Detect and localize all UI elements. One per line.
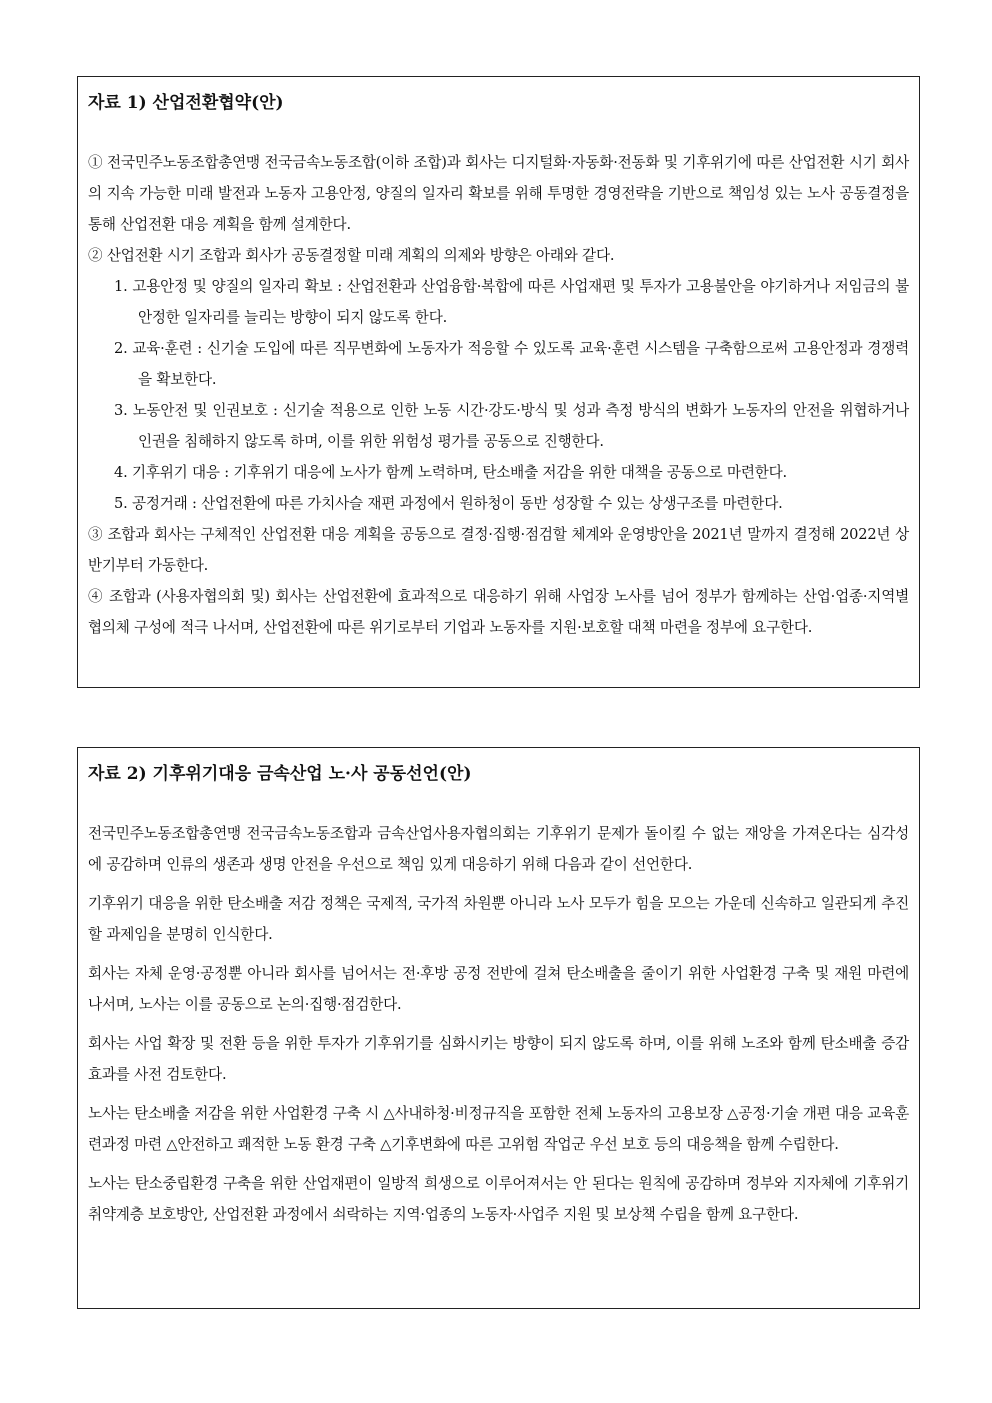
declaration-paragraph-5: 노사는 탄소배출 저감을 위한 사업환경 구축 시 △사내하청·비정규직을 포함한 전체 노동자의 고용보장 △공정·기술 개편 대응 교육훈련과정 마련 △안전하고 쾌적한 노동 환경 구축 △기후변화에 따른 고위험 작업군 우선 보호 등의 대응책을 함께 수립한다.: [88, 1105, 909, 1153]
agenda-item-4: 4. 기후위기 대응 : 기후위기 대응에 노사가 함께 노력하며, 탄소배출 저감을 위한 대책을 공동으로 마련한다.: [114, 464, 787, 481]
declaration-paragraph-2: 기후위기 대응을 위한 탄소배출 저감 정책은 국제적, 국가적 차원뿐 아니라 노사 모두가 힘을 모으는 가운데 신속하고 일관되게 추진할 과제임을 분명히 인식한다.: [88, 895, 909, 943]
agenda-item-1: 1. 고용안정 및 양질의 일자리 확보 : 산업전환과 산업융합·복합에 따른 사업재편 및 투자가 고용불안을 야기하거나 저임금의 불안정한 일자리를 늘리는 방향이 되지 않도록 한다.: [114, 278, 909, 326]
clause-3: ③ 조합과 회사는 구체적인 산업전환 대응 계획을 공동으로 결정·집행·점검할 체계와 운영방안을 2021년 말까지 결정해 2022년 상반기부터 가동한다.: [88, 526, 909, 574]
declaration-paragraph-6: 노사는 탄소중립환경 구축을 위한 산업재편이 일방적 희생으로 이루어져서는 안 된다는 원칙에 공감하며 정부와 지자체에 기후위기 취약계층 보호방안, 산업전환 과정에서 쇠락하는 지역·업종의 노동자·사업주 지원 및 보상책 수립을 함께 요구한다.: [88, 1175, 909, 1223]
document-box-1: [77, 76, 920, 688]
agenda-item-5: 5. 공정거래 : 산업전환에 따른 가치사슬 재편 과정에서 원하청이 동반 성장할 수 있는 상생구조를 마련한다.: [114, 495, 783, 512]
declaration-paragraph-4: 회사는 사업 확장 및 전환 등을 위한 투자가 기후위기를 심화시키는 방향이 되지 않도록 하며, 이를 위해 노조와 함께 탄소배출 증감효과를 사전 검토한다.: [88, 1035, 909, 1083]
agenda-item-2: 2. 교육·훈련 : 신기술 도입에 따른 직무변화에 노동자가 적응할 수 있도록 교육·훈련 시스템을 구축함으로써 고용안정과 경쟁력을 확보한다.: [114, 340, 909, 388]
agenda-item-3: 3. 노동안전 및 인권보호 : 신기술 적용으로 인한 노동 시간·강도·방식 및 성과 측정 방식의 변화가 노동자의 안전을 위협하거나 인권을 침해하지 않도록 하며, 이를 위한 위험성 평가를 공동으로 진행한다.: [114, 402, 909, 450]
declaration-paragraph-3: 회사는 자체 운영·공정뿐 아니라 회사를 넘어서는 전·후방 공정 전반에 걸쳐 탄소배출을 줄이기 위한 사업환경 구축 및 재원 마련에 나서며, 노사는 이를 공동으로 논의·집행·점검한다.: [88, 965, 909, 1013]
declaration-paragraph-1: 전국민주노동조합총연맹 전국금속노동조합과 금속산업사용자협의회는 기후위기 문제가 돌이킬 수 없는 재앙을 가져온다는 심각성에 공감하며 인류의 생존과 생명 안전을 우선으로 책임 있게 대응하기 위해 다음과 같이 선언한다.: [88, 825, 909, 873]
section-title: 자료 1) 산업전환협약(안): [88, 93, 284, 113]
section-title: 자료 2) 기후위기대응 금속산업 노·사 공동선언(안): [88, 764, 472, 784]
clause-1: ① 전국민주노동조합총연맹 전국금속노동조합(이하 조합)과 회사는 디지털화·자동화·전동화 및 기후위기에 따른 산업전환 시기 회사의 지속 가능한 미래 발전과 노동자 고용안정, 양질의 일자리 확보를 위해 투명한 경영전략을 기반으로 책임성 있는 노사 공동결정을 통해 산업전환 대응 계획을 함께 설계한다.: [88, 154, 909, 233]
document-box-2: [77, 747, 920, 1309]
clause-4: ④ 조합과 (사용자협의회 및) 회사는 산업전환에 효과적으로 대응하기 위해 사업장 노사를 넘어 정부가 함께하는 산업·업종·지역별 협의체 구성에 적극 나서며, 산업전환에 따른 위기로부터 기업과 노동자를 지원·보호할 대책 마련을 정부에 요구한다.: [88, 588, 909, 636]
clause-2: ② 산업전환 시기 조합과 회사가 공동결정할 미래 계획의 의제와 방향은 아래와 같다.: [88, 247, 615, 264]
